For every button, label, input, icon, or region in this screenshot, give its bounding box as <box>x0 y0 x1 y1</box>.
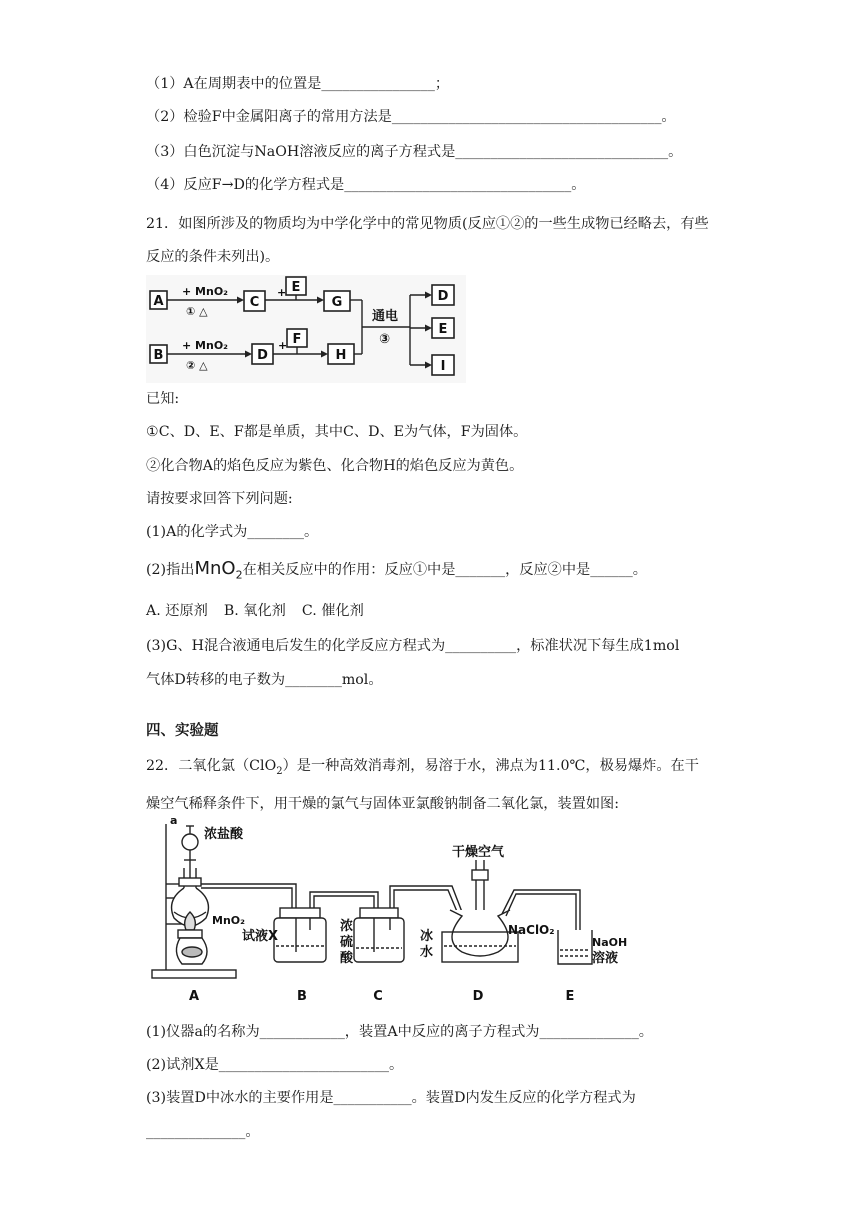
q21-sub2 <box>146 559 647 586</box>
mno2-formula <box>194 558 243 582</box>
label-ice-2: 水 <box>420 945 434 960</box>
label-dry-air: 干燥空气 <box>452 845 505 860</box>
box-e-right-label: E <box>438 322 448 337</box>
device-e-label: E <box>565 989 575 1004</box>
q22-stem <box>146 750 712 821</box>
electrolysis-label: 通电 <box>372 309 399 324</box>
label-naoh-2: 溶液 <box>592 951 619 966</box>
q20-part1: （1）A在周期表中的位置是________________； <box>146 76 450 92</box>
label-reagent-x: 试液X <box>242 929 279 944</box>
r1-reagent: + MnO₂ <box>182 285 228 298</box>
device-b-label: B <box>297 989 307 1004</box>
q21-known-2: ②化合物A的焰色反应为紫色、化合物H的焰色反应为黄色。 <box>146 458 524 474</box>
label-mno2: MnO₂ <box>212 914 245 927</box>
r2-condition: ② △ <box>186 359 208 372</box>
q21-flow-diagram <box>146 275 466 383</box>
box-h-label: H <box>335 348 347 363</box>
q22-sub3: (3)装置D中冰水的主要作用是___________。装置D内发生反应的化学方程式为 <box>146 1090 636 1106</box>
q21-sub2-post: 在相关反应中的作用：反应①中是_______，反应②中是______。 <box>242 562 647 578</box>
q22-stem-pre: 22．二氧化氯（ClO <box>146 758 277 774</box>
mno2-main: MnO <box>194 558 236 579</box>
label-naclo2: NaClO₂ <box>508 923 555 937</box>
box-g-label: G <box>331 295 343 310</box>
r2-reagent: + MnO₂ <box>182 339 228 352</box>
label-h2so4-1: 浓 <box>340 919 354 934</box>
q20-part3: （3）白色沉淀与NaOH溶液反应的离子方程式是______________________________。 <box>146 144 683 160</box>
q21-known-1: ①C、D、E、F都是单质，其中C、D、E为气体，F为固体。 <box>146 424 528 440</box>
label-h2so4-3: 酸 <box>340 951 354 966</box>
q21-sub2-pre: (2)指出 <box>146 562 195 578</box>
r3-label: ③ <box>379 332 391 347</box>
label-ice-1: 冰 <box>420 929 434 944</box>
q22-stem-post: ）是一种高效消毒剂，易溶于水，沸点为11.0℃，极易爆炸。在干燥空气稀释条件下，用干燥的氯气与固体亚氯酸钠制备二氧化氯，装置如图: <box>146 758 699 812</box>
label-conc-hcl: 浓盐酸 <box>204 827 244 842</box>
mno2-sub: 2 <box>235 568 243 582</box>
box-e-top-label: E <box>291 280 301 295</box>
q22-sub1: (1)仪器a的名称为____________，装置A中反应的离子方程式为______________。 <box>146 1024 653 1040</box>
label-naoh-1: NaOH <box>592 936 628 949</box>
q20-part4: （4）反应F→D的化学方程式是________________________________。 <box>146 177 586 193</box>
box-f-label: F <box>292 332 302 347</box>
box-b-label: B <box>153 348 164 363</box>
q22-stem-sub: 2 <box>276 765 283 777</box>
plus-e: + <box>277 286 287 299</box>
q22-sub3b: ______________。 <box>146 1124 260 1140</box>
box-d-right-label: D <box>437 289 449 304</box>
box-d-left-label: D <box>257 348 268 363</box>
q21-sub1: (1)A的化学式为________。 <box>146 524 319 540</box>
section-heading: 四、实验题 <box>146 723 219 739</box>
label-h2so4-2: 硫 <box>340 935 354 950</box>
option-c: C. 催化剂 <box>301 603 364 619</box>
box-a-label: A <box>153 294 164 309</box>
q21-sub3b: 气体D转移的电子数为________mol。 <box>146 672 383 688</box>
label-a: a <box>170 814 178 827</box>
option-a: A. 还原剂 <box>146 603 208 619</box>
box-i-label: I <box>440 359 446 374</box>
plus-f: + <box>278 339 288 352</box>
q21-known-label: 已知: <box>146 391 180 407</box>
q20-part2: （2）检验F中金属阳离子的常用方法是______________________________________。 <box>146 109 676 125</box>
q22-apparatus-diagram <box>146 812 628 1008</box>
device-d-label: D <box>472 989 484 1004</box>
q21-sub3a: (3)G、H混合液通电后发生的化学反应方程式为__________，标准状况下每生成1mol <box>146 638 680 654</box>
q21-stem: 21．如图所涉及的物质均为中学化学中的常见物质(反应①②的一些生成物已经略去，有些反应的条件未列出)。 <box>146 216 709 265</box>
q21-options <box>146 601 380 621</box>
q21-ask: 请按要求回答下列问题: <box>146 491 293 507</box>
r1-condition: ① △ <box>186 305 208 318</box>
option-b: B. 氧化剂 <box>223 603 286 619</box>
device-a-label: A <box>188 989 200 1004</box>
box-c-label: C <box>249 295 260 310</box>
q22-sub2: (2)试剂X是________________________。 <box>146 1057 404 1073</box>
device-c-label: C <box>373 989 383 1004</box>
